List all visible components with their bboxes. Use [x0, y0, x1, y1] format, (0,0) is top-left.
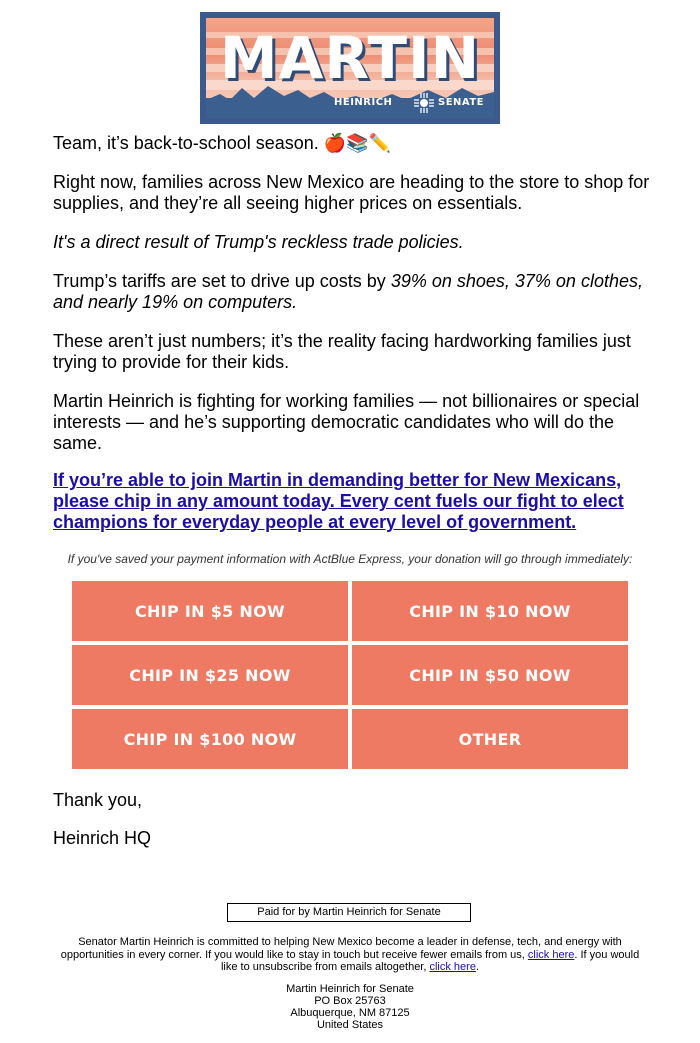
donate-cta-link[interactable]: If you’re able to join Martin in demanding better for New Mexicans, please chip in any amount today. Every cent fuels our fight to elect champions for everyday people at every level of government. [53, 470, 624, 532]
address-line-3: Albuquerque, NM 87125 [290, 1007, 410, 1019]
logo-title: MARTIN [219, 24, 481, 92]
mailing-address [0, 983, 700, 1031]
greeting: Team, it’s back-to-school season. 🍎📚✏️ [53, 133, 392, 153]
zia-symbol-icon [414, 93, 434, 113]
fine-print-part-3: . [475, 961, 480, 973]
signoff-thanks: Thank you, [53, 790, 143, 810]
tariffs-figures: 39% on shoes, 37% on clothes, and nearly 19% on computers. [53, 271, 643, 312]
paragraph-tariffs [53, 271, 653, 313]
chip-in-10-button[interactable]: CHIP IN $10 NOW [352, 581, 628, 641]
unsubscribe-link[interactable]: click here [429, 961, 476, 973]
paragraph-reality: These aren’t just numbers; it’s the reality facing hardworking families just trying to provide for their kids. [53, 331, 631, 372]
chip-in-100-button[interactable]: CHIP IN $100 NOW [72, 709, 348, 769]
chip-in-50-button[interactable]: CHIP IN $50 NOW [352, 645, 628, 705]
paragraph-fighting: Martin Heinrich is fighting for working families — not billionaires or special interests — and he’s supporting democratic candidates who will do the same. [53, 391, 640, 453]
address-line-2: PO Box 25763 [314, 995, 386, 1007]
address-line-4: United States [316, 1019, 384, 1031]
logo-sub-heinrich: HEINRICH [334, 97, 393, 108]
other-amount-button[interactable]: OTHER [352, 709, 628, 769]
tariffs-intro: Trump’s tariffs are set to drive up costs by [53, 271, 391, 291]
fine-print-part-2: . If you would like to unsubscribe from emails altogether, [220, 948, 640, 973]
address-line-1: Martin Heinrich for Senate [286, 983, 414, 995]
signoff-name: Heinrich HQ [53, 828, 152, 848]
paragraph-trade-policies: It's a direct result of Trump's reckless trade policies. [53, 232, 464, 252]
fine-print-part-1: Senator Martin Heinrich is committed to helping New Mexico become a leader in defense, tech, and energy with opportunities in every corner. If you would like to stay in touch but receive fewer emails from us, [60, 936, 622, 961]
footer-fine-print [55, 936, 645, 974]
paid-for-disclaimer: Paid for by Martin Heinrich for Senate [227, 903, 471, 922]
actblue-express-note: If you've saved your payment information with ActBlue Express, your donation will go through immediately: [67, 552, 633, 566]
paragraph-prices: Right now, families across New Mexico are heading to the store to shop for supplies, and they’re all seeing higher prices on essentials. [53, 172, 650, 213]
campaign-logo [200, 12, 500, 124]
chip-in-25-button[interactable]: CHIP IN $25 NOW [72, 645, 348, 705]
logo-sub-senate: SENATE [438, 97, 485, 108]
fewer-emails-link[interactable]: click here [527, 948, 575, 961]
chip-in-5-button[interactable]: CHIP IN $5 NOW [72, 581, 348, 641]
